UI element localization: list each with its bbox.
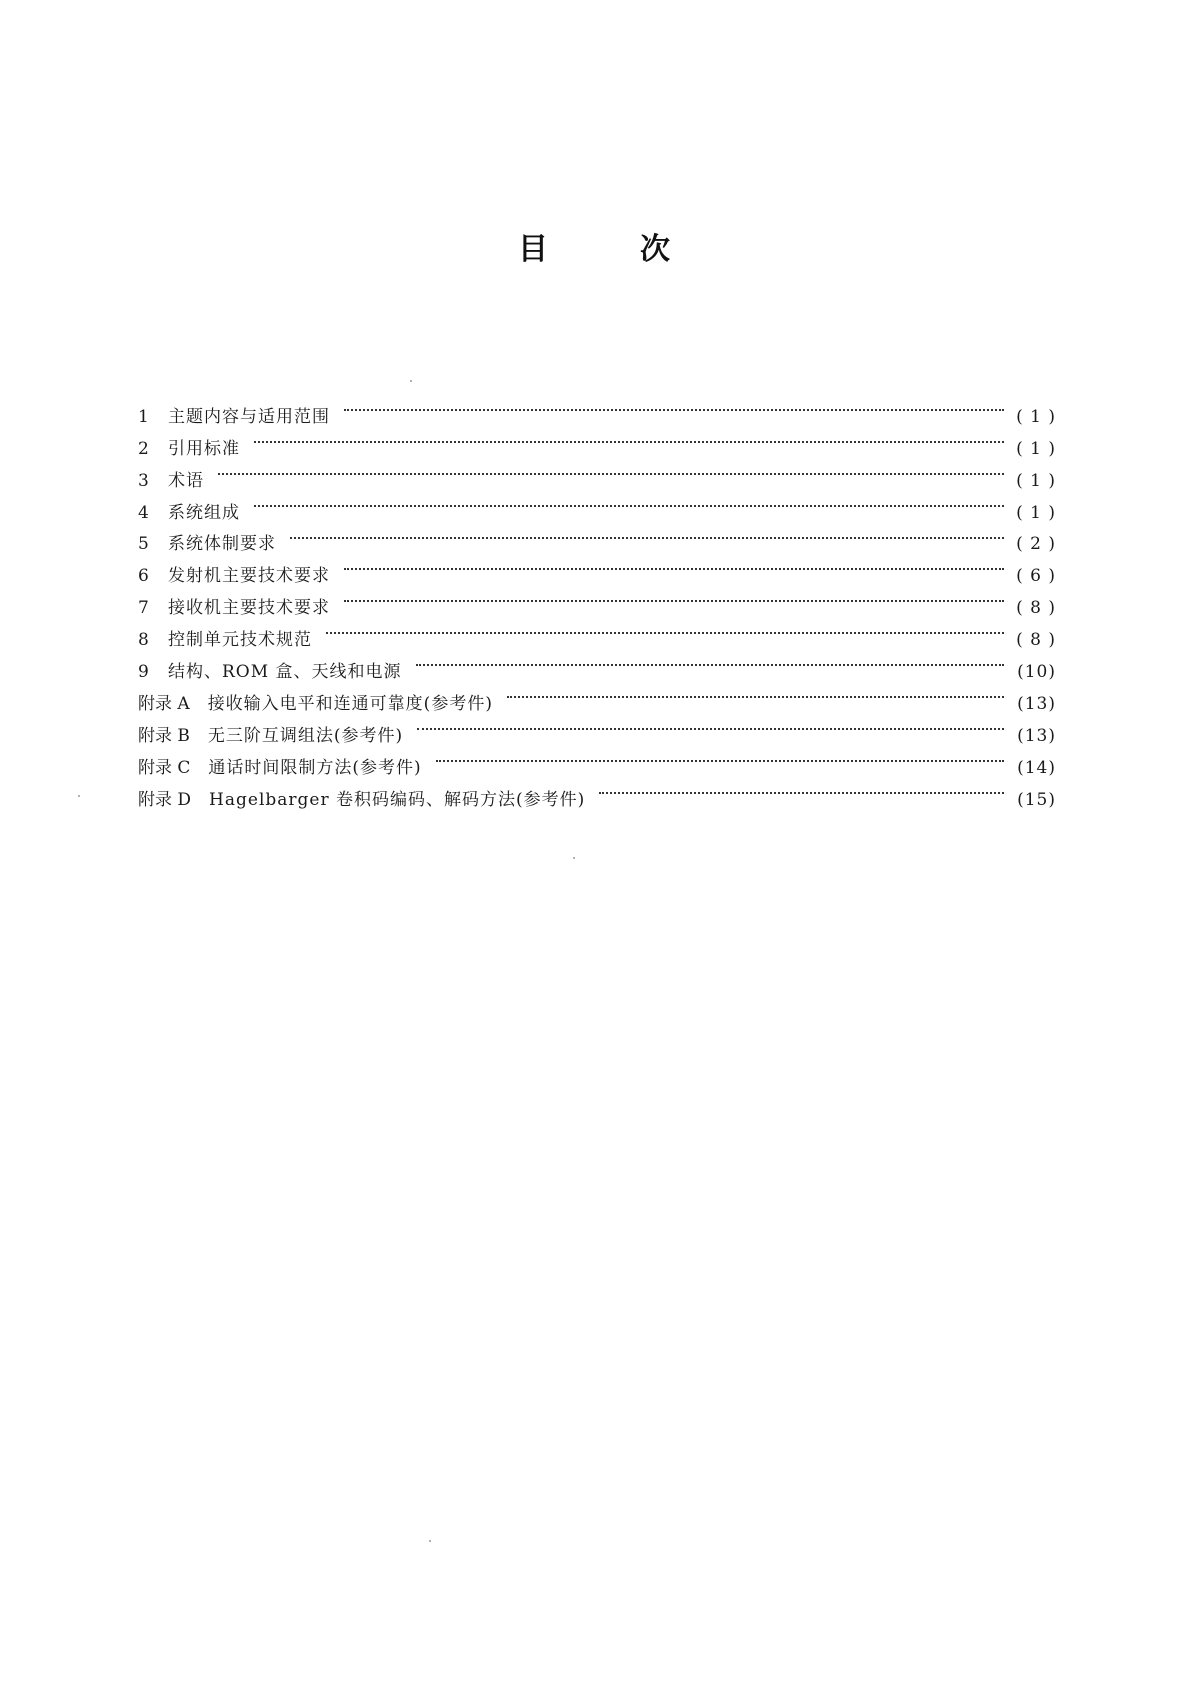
toc-entry-label: 结构、ROM 盒、天线和电源 — [168, 662, 402, 683]
toc-entry-number: 9 — [138, 662, 149, 683]
toc-entry-label: 控制单元技术规范 — [168, 630, 312, 651]
table-of-contents — [138, 390, 1056, 810]
scan-speck — [429, 1540, 431, 1542]
toc-title — [0, 228, 1191, 272]
toc-entry-label: 无三阶互调组法(参考件) — [207, 725, 404, 746]
toc-entry-page: ( 2 ) — [1016, 534, 1056, 555]
toc-entry-page: (14) — [1017, 757, 1056, 778]
toc-entry-label: 系统体制要求 — [168, 534, 276, 555]
toc-title-char-2: 次 — [640, 232, 670, 267]
dot-leader — [326, 613, 1004, 645]
dot-leader — [507, 677, 1004, 709]
toc-entry-2 — [138, 422, 1056, 459]
toc-entry-number: 7 — [138, 598, 149, 619]
toc-entry-number: 8 — [138, 630, 149, 651]
dot-leader — [218, 454, 1004, 486]
scan-speck — [410, 380, 412, 382]
toc-entry-page: (13) — [1017, 725, 1056, 746]
toc-entry-number: 2 — [138, 438, 149, 459]
dot-leader — [254, 422, 1004, 454]
dot-leader — [417, 709, 1004, 741]
toc-entry-3 — [138, 454, 1056, 491]
toc-entry-page: (13) — [1017, 693, 1056, 714]
dot-leader — [290, 518, 1004, 550]
toc-entry-number: 附录 C — [138, 757, 191, 778]
toc-entry-number: 5 — [138, 534, 149, 555]
dot-leader — [344, 390, 1004, 422]
toc-entry-number: 附录 A — [138, 693, 190, 714]
toc-entry-page: ( 1 ) — [1016, 502, 1056, 523]
dot-leader — [344, 581, 1004, 613]
toc-entry-page: ( 8 ) — [1016, 598, 1056, 619]
toc-title-char-1: 目 — [518, 232, 548, 267]
toc-entry-number: 3 — [138, 470, 149, 491]
toc-entry-page: ( 6 ) — [1016, 566, 1056, 587]
dot-leader — [436, 741, 1004, 773]
dot-leader — [599, 773, 1004, 805]
toc-entry-label: Hagelbarger 卷积码编码、解码方法(参考件) — [209, 789, 586, 810]
toc-entry-page: ( 1 ) — [1016, 438, 1056, 459]
toc-entry-page: ( 8 ) — [1016, 630, 1056, 651]
toc-entry-5 — [138, 518, 1056, 555]
toc-entry-label: 通话时间限制方法(参考件) — [208, 757, 422, 778]
toc-entry-label: 系统组成 — [168, 502, 240, 523]
dot-leader — [416, 645, 1004, 677]
toc-entry-page: ( 1 ) — [1016, 470, 1056, 491]
toc-entry-label: 引用标准 — [168, 438, 240, 459]
toc-entry-number: 4 — [138, 502, 149, 523]
toc-entry-page: (15) — [1017, 789, 1056, 810]
toc-entry-number: 6 — [138, 566, 149, 587]
toc-entry-label: 主题内容与适用范围 — [168, 406, 330, 427]
toc-entry-4 — [138, 486, 1056, 523]
toc-entry-page: ( 1 ) — [1016, 406, 1056, 427]
toc-entry-label: 接收机主要技术要求 — [168, 598, 330, 619]
toc-entry-page: (10) — [1017, 662, 1056, 683]
toc-entry-label: 发射机主要技术要求 — [168, 566, 330, 587]
toc-entry-label: 接收输入电平和连通可靠度(参考件) — [207, 693, 493, 714]
toc-entry-number: 1 — [138, 406, 149, 427]
dot-leader — [254, 486, 1004, 518]
toc-entry-1 — [138, 390, 1056, 427]
scan-speck — [78, 795, 80, 797]
dot-leader — [344, 549, 1004, 581]
toc-entry-label: 术语 — [168, 470, 204, 491]
toc-entry-number: 附录 D — [138, 789, 192, 810]
toc-entry-number: 附录 B — [138, 725, 190, 746]
scan-speck — [573, 857, 575, 859]
